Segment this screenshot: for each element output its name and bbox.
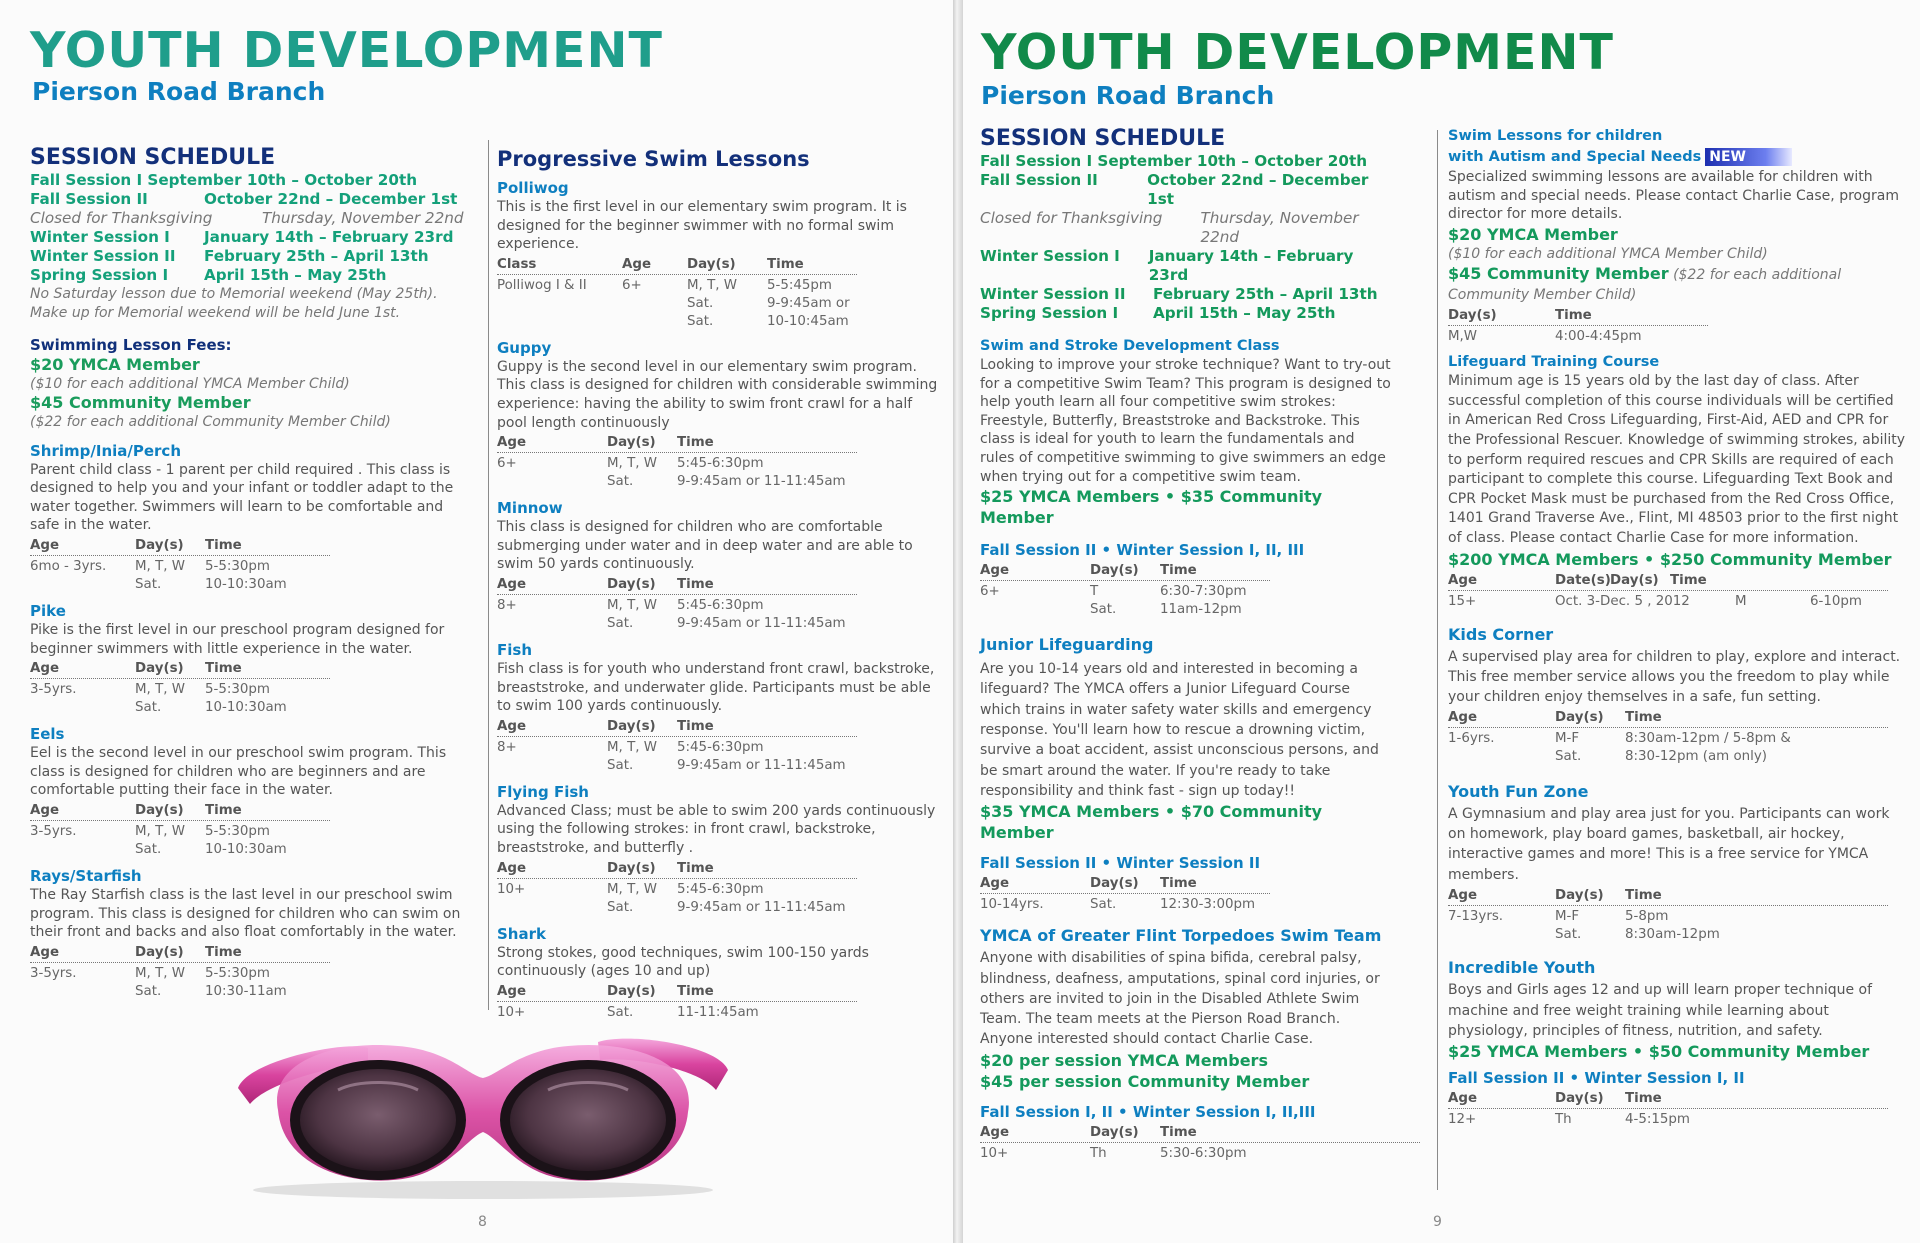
table-row: Sat. 8:30-12pm (am only) — [1555, 748, 1768, 764]
table-row: Sat. 9-9:45am or 11-11:45am — [607, 757, 846, 773]
right-page — [963, 0, 1920, 1243]
table-row: Sat. 10-10:30am — [135, 841, 287, 857]
schedule-row: Winter Session I January 14th – February 23rd — [980, 247, 1354, 284]
fees-heading: Swimming Lesson Fees: — [30, 336, 232, 354]
lesson-block — [30, 725, 475, 859]
table-row: 10-14yrs. Sat. 12:30-3:00pm — [980, 897, 1256, 913]
lesson-desc: Pike is the first level in our preschool program designed for beginner swimmers with little experience in the water. — [30, 621, 445, 657]
lesson-title: Eels — [30, 725, 65, 744]
page-number: 9 — [1433, 1214, 1442, 1230]
table-row: 8+ M, T, W 5:45-6:30pm — [497, 597, 764, 613]
schedule-row: Winter Session II February 25th – April 13th — [980, 285, 1378, 303]
table-header: Age Day(s) Time — [980, 562, 1270, 581]
table-row: 6+ M, T, W 5:45-6:30pm — [497, 456, 764, 472]
schedule-row: Fall Session II October 22nd – December 1st — [980, 171, 1369, 208]
table-row: 12+ Th 4-5:15pm — [1448, 1112, 1690, 1128]
table-row: Polliwog I & II 6+ M, T, W 5-5:45pm — [497, 277, 832, 293]
kids-corner-table — [1448, 709, 1888, 766]
lesson-title: Shark — [497, 924, 546, 943]
preschool-lessons — [30, 442, 475, 1001]
branch-name: Pierson Road Branch — [981, 81, 1275, 110]
schedule-row: Winter Session I January 14th – February 23rd — [30, 228, 454, 246]
stroke-class-sessions: Fall Session II • Winter Session I, II, III — [980, 541, 1305, 560]
stroke-class-desc: Looking to improve your stroke technique? Want to try-out for a competitive Swim Team? This program is designed to help youth learn all four competitive swim strokes: Freestyle, Butterfly, Breaststroke and Backstroke. This class is ideal for youth to learn the fundamentals and rules of competitive swimming to give swimmers an edge when trying out for a competitive swim team. — [980, 357, 1391, 485]
lesson-schedule-table — [30, 944, 330, 1001]
page-title: YOUTH DEVELOPMENT — [30, 22, 663, 79]
session-schedule-list — [30, 171, 475, 285]
table-row: 3-5yrs. M, T, W 5-5:30pm — [30, 965, 270, 981]
left-column-1 — [30, 145, 475, 1001]
lesson-title: Rays/Starfish — [30, 866, 142, 885]
table-row: 3-5yrs. M, T, W 5-5:30pm — [30, 823, 270, 839]
table-header: Age Day(s) Time — [30, 537, 330, 556]
schedule-row: Fall Session II October 22nd – December 1st — [30, 190, 458, 208]
right-column-1 — [980, 126, 1392, 1163]
table-row: M,W 4:00-4:45pm — [1448, 329, 1642, 345]
lesson-desc: Advanced Class; must be able to swim 200 yards continuously using the following strokes: in front crawl, backstroke, breaststroke, and butterfly . — [497, 802, 936, 856]
fun-zone-desc: A Gymnasium and play area just for you. Participants can work on homework, play board games, basketball, air hockey, interactive games and more! This is a free service for YMCA members. — [1448, 805, 1890, 883]
autism-title-line1: Swim Lessons for children — [1448, 128, 1663, 144]
incredible-youth-desc: Boys and Girls ages 12 and up will learn proper technique of machine and free weight training while learning about physiology, principles of fitness, nutrition, and safety. — [1448, 982, 1873, 1040]
junior-lifeguarding-price: $35 YMCA Members • $70 Community Member — [980, 802, 1323, 843]
table-header: Age Date(s) Day(s) Time — [1448, 572, 1888, 591]
lesson-title: Pike — [30, 601, 66, 620]
incredible-youth-title: Incredible Youth — [1448, 958, 1596, 978]
junior-lifeguarding-table — [980, 875, 1270, 914]
torpedoes-price-member: $20 per session YMCA Members — [980, 1050, 1268, 1070]
progressive-lessons — [497, 179, 942, 1022]
table-header: Age Day(s) Time — [980, 875, 1270, 894]
junior-lifeguarding-sessions: Fall Session II • Winter Session II — [980, 854, 1261, 873]
table-row: Sat. 9-9:45am or — [687, 295, 850, 311]
lifeguard-table — [1448, 572, 1888, 611]
schedule-row: Fall Session I September 10th – October 20th — [30, 171, 418, 189]
autism-fee-member: $20 YMCA Member — [1448, 224, 1618, 244]
table-header: Age Day(s) Time — [1448, 1090, 1888, 1109]
left-page — [0, 0, 953, 1243]
session-schedule-list — [980, 152, 1392, 323]
stroke-class-price: $25 YMCA Members • $35 Community Member — [980, 487, 1323, 528]
table-header: Age Day(s) Time — [30, 944, 330, 963]
table-header: Class Age Day(s) Time — [497, 256, 857, 275]
table-row: Sat. 10:30-11am — [135, 983, 287, 999]
right-column-2 — [1448, 126, 1908, 1129]
lesson-desc: Fish class is for youth who understand front crawl, backstroke, breaststroke, and underwater glide. Participants must be able to swim 100 yards continuously. — [497, 660, 935, 715]
kids-corner-desc: A supervised play area for children to play, explore and interact. This free member service allows you the freedom to play while your children enjoy themselves in a safe, fun setting. — [1448, 648, 1901, 705]
lesson-block — [497, 641, 942, 775]
lesson-desc: Guppy is the second level in our elementary swim program. This class is designed for children with considerable swimming experience: having the ability to swim front crawl for a half pool length continuously — [497, 358, 938, 431]
spine-gutter — [953, 0, 963, 1243]
schedule-row: Closed for Thanksgiving Thursday, November 22nd — [30, 209, 464, 227]
session-schedule-heading: SESSION SCHEDULE — [30, 145, 276, 170]
lesson-block — [30, 867, 475, 1001]
fee-member-note: ($10 for each additional YMCA Member Child) — [30, 375, 350, 392]
incredible-youth-sessions: Fall Session II • Winter Session I, II — [1448, 1069, 1745, 1088]
lesson-schedule-table — [497, 256, 857, 331]
incredible-youth-price: $25 YMCA Members • $50 Community Member — [1448, 1042, 1870, 1062]
table-row: Sat. 9-9:45am or 11-11:45am — [607, 899, 846, 915]
stroke-class-table — [980, 562, 1270, 619]
branch-name: Pierson Road Branch — [32, 77, 326, 106]
table-header: Age Day(s) Time — [497, 718, 857, 737]
fee-community-note: ($22 for each additional Community Member Child) — [30, 414, 391, 431]
lesson-block — [497, 339, 942, 491]
torpedoes-price-community: $45 per session Community Member — [980, 1071, 1310, 1091]
table-row: 10+ M, T, W 5:45-6:30pm — [497, 881, 764, 897]
progressive-heading: Progressive Swim Lessons — [497, 147, 810, 171]
lesson-desc: Parent child class - 1 parent per child required . This class is designed to help you and your infant or toddler adapt to the water together. Swimmers will learn to be comfortable and safe in the water. — [30, 461, 454, 534]
lesson-block — [497, 925, 942, 1022]
table-row: 6+ T 6:30-7:30pm — [980, 584, 1247, 600]
schedule-row: Winter Session II February 25th – April 13th — [30, 247, 429, 265]
junior-lifeguarding-desc: Are you 10-14 years old and interested in becoming a lifeguard? The YMCA offers a Junior Lifeguard Course which trains in water safety water skills and emergency response. You'll learn how to rescue a drowning victim, survive a boat accident, assist unconscious persons, and be smart around the water. If you're ready to take responsibility and think fast - sign up today!! — [980, 661, 1379, 799]
lifeguard-price: $200 YMCA Members • $250 Community Member — [1448, 549, 1892, 569]
lesson-block — [497, 499, 942, 633]
table-row: Sat. 11am-12pm — [1090, 602, 1242, 618]
torpedoes-sessions: Fall Session I, II • Winter Session I, II,III — [980, 1102, 1316, 1121]
lesson-desc: Eel is the second level in our preschool swim program. This class is designed for children who are beginners and are comfortable putting their face in the water. — [30, 745, 447, 799]
lesson-desc: Strong stokes, good techniques, swim 100-150 yards continuously (ages 10 and up) — [497, 944, 869, 980]
fee-community: $45 Community Member — [30, 393, 251, 413]
table-row: 3-5yrs. M, T, W 5-5:30pm — [30, 682, 270, 698]
table-header: Age Day(s) Time — [497, 576, 857, 595]
lesson-title: Shrimp/Inia/Perch — [30, 441, 182, 460]
incredible-youth-table — [1448, 1090, 1888, 1129]
session-schedule-heading: SESSION SCHEDULE — [980, 126, 1226, 151]
lifeguard-desc: Minimum age is 15 years old by the last day of class. After successful completion of this course individuals will be certified in American Red Cross Lifeguarding, First-Aid, AED and CPR for the Professional Rescuer. Knowledge of swimming strokes, ability to perform required rescues and CPR Skills are required of each participant to complete this course. Lifeguarding Text Book and CPR Pocket Mask must be purchased from the Red Cross Office, 1401 Grand Traverse Ave., Flint, MI 48503 prior to the first night of class. Please contact Charlie Case for more information. — [1448, 373, 1906, 547]
lesson-title: Guppy — [497, 338, 552, 357]
lesson-desc: This class is designed for children who are comfortable submerging under water and in deep water and are able to swim 50 yards continuously. — [497, 519, 913, 573]
table-row: Sat. 9-9:45am or 11-11:45am — [607, 615, 846, 631]
table-header: Age Day(s) Time — [497, 434, 857, 453]
lesson-schedule-table — [497, 718, 857, 775]
table-header: Age Day(s) Time — [1448, 887, 1888, 906]
lesson-schedule-table — [497, 576, 857, 633]
autism-table — [1448, 307, 1708, 346]
table-header: Day(s) Time — [1448, 307, 1708, 326]
lesson-block — [497, 783, 942, 917]
table-header: Age Day(s) Time — [497, 860, 857, 879]
page-number: 8 — [478, 1214, 487, 1230]
lesson-title: Flying Fish — [497, 782, 589, 801]
autism-fee-member-note: ($10 for each additional YMCA Member Child) — [1448, 245, 1768, 262]
table-row: 8+ M, T, W 5:45-6:30pm — [497, 739, 764, 755]
kids-corner-title: Kids Corner — [1448, 624, 1554, 644]
lesson-schedule-table — [30, 802, 330, 859]
table-header: Age Day(s) Time — [1448, 709, 1888, 728]
table-row: 1-6yrs. M-F 8:30am-12pm / 5-8pm & — [1448, 730, 1791, 746]
table-row: 10+ Sat. 11-11:45am — [497, 1004, 759, 1020]
table-row: Sat. 10-10:45am — [687, 313, 849, 329]
schedule-row: Spring Session I April 15th – May 25th — [30, 266, 387, 284]
new-badge: NEW — [1705, 148, 1792, 166]
table-row: Sat. 8:30am-12pm — [1555, 927, 1720, 943]
table-row: Sat. 10-10:30am — [135, 700, 287, 716]
lesson-desc: This is the first level in our elementary swim program. It is designed for the beginner swimmer with no formal swim experience. — [497, 199, 907, 253]
swim-goggles-image — [228, 1020, 738, 1200]
table-header: Age Day(s) Time — [30, 660, 330, 679]
lesson-block — [30, 602, 475, 717]
lesson-schedule-table — [30, 660, 330, 717]
table-row: Sat. 10-10:30am — [135, 576, 287, 592]
schedule-row: Fall Session I September 10th – October 20th — [980, 152, 1368, 170]
schedule-row: Closed for Thanksgiving Thursday, November 22nd — [980, 209, 1359, 246]
fun-zone-title: Youth Fun Zone — [1448, 781, 1589, 801]
lesson-schedule-table — [497, 434, 857, 491]
torpedoes-title: YMCA of Greater Flint Torpedoes Swim Team — [980, 926, 1382, 946]
lesson-title: Polliwog — [497, 179, 569, 197]
lesson-block — [497, 179, 942, 331]
column-divider — [1437, 130, 1438, 1190]
table-row: Sat. 9-9:45am or 11-11:45am — [607, 474, 846, 490]
torpedoes-table — [980, 1124, 1420, 1163]
lesson-schedule-table — [497, 860, 857, 917]
lesson-block — [30, 442, 475, 594]
torpedoes-desc: Anyone with disabilities of spina bifida, cerebral palsy, blindness, deafness, amputations, spinal cord injuries, or others are invited to join in the Disabled Athlete Swim Team. The team meets at the Pierson Road Branch. Anyone interested should contact Charlie Case. — [980, 950, 1380, 1048]
table-header: Age Day(s) Time — [980, 1124, 1420, 1143]
autism-desc: Specialized swimming lessons are available for children with autism and special needs. Please contact Charlie Case, program director for more details. — [1448, 169, 1899, 223]
table-row: 6mo - 3yrs. M, T, W 5-5:30pm — [30, 558, 270, 574]
schedule-note: Make up for Memorial weekend will be held June 1st. — [30, 304, 401, 321]
table-row: 15+ Oct. 3-Dec. 5 , 2012 M 6-10pm — [1448, 593, 1862, 609]
junior-lifeguarding-title: Junior Lifeguarding — [980, 635, 1154, 655]
lesson-title: Minnow — [497, 499, 563, 518]
table-header: Age Day(s) Time — [497, 983, 857, 1002]
fee-member: $20 YMCA Member — [30, 354, 200, 374]
schedule-row: Spring Session I April 15th – May 25th — [980, 304, 1336, 322]
autism-fee-community: $45 Community Member ($22 for each additional Community Member Child) — [1448, 264, 1842, 304]
left-column-2 — [497, 146, 942, 1022]
table-row: 7-13yrs. M-F 5-8pm — [1448, 909, 1669, 925]
lesson-desc: The Ray Starfish class is the last level in our preschool swim program. This class is designed for children who can swim on their front and backs and also float comfortably in the water. — [30, 886, 461, 941]
lesson-schedule-table — [497, 983, 857, 1022]
stroke-class-title: Swim and Stroke Development Class — [980, 338, 1280, 354]
autism-title-line2: with Autism and Special Needs NEW — [1448, 147, 1908, 168]
lesson-schedule-table — [30, 537, 330, 594]
schedule-note: No Saturday lesson due to Memorial weekend (May 25th). — [30, 286, 438, 302]
lesson-title: Fish — [497, 640, 532, 659]
lifeguard-title: Lifeguard Training Course — [1448, 354, 1660, 371]
table-header: Age Day(s) Time — [30, 802, 330, 821]
table-row: 10+ Th 5:30-6:30pm — [980, 1145, 1247, 1161]
page-title: YOUTH DEVELOPMENT — [981, 24, 1614, 81]
fun-zone-table — [1448, 887, 1888, 944]
column-divider — [488, 140, 489, 1010]
